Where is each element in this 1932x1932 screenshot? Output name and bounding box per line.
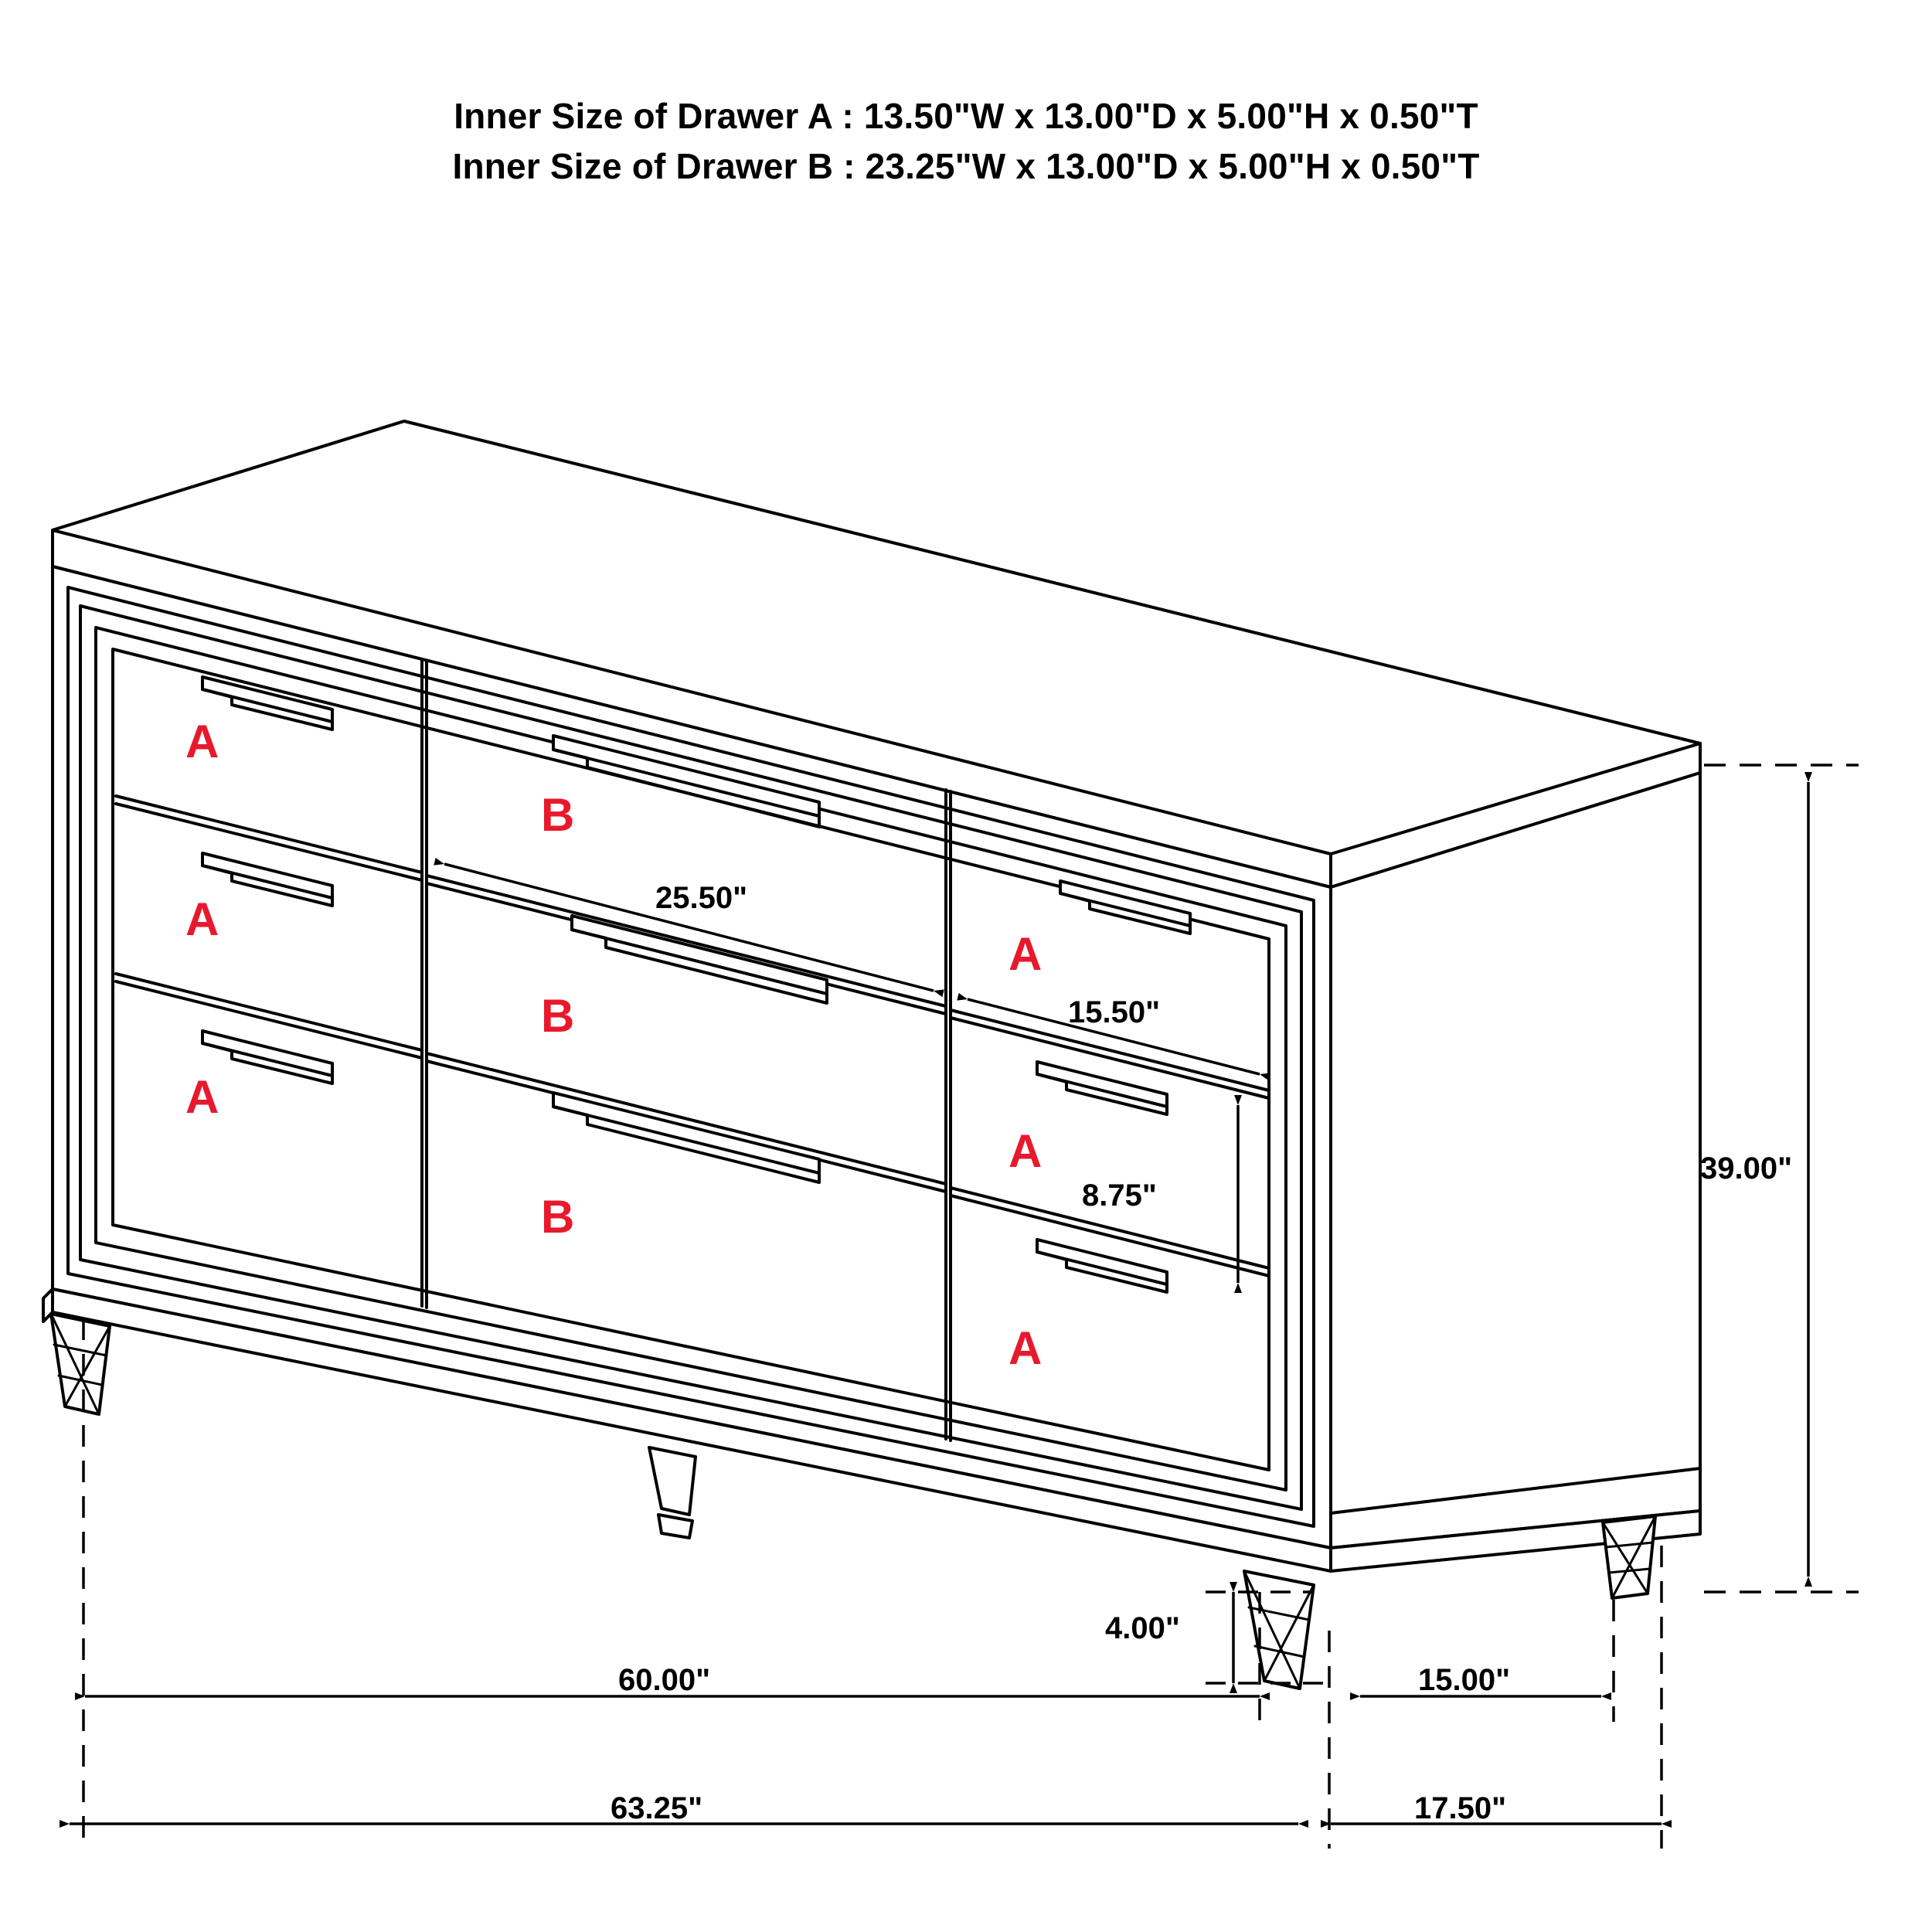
drawer-label-b3: B [541, 1191, 575, 1243]
dimension-overall-depth: 17.50" [1414, 1791, 1507, 1825]
dimension-drawer-b-width: 25.50" [655, 881, 748, 915]
drawer-label-a2: A [185, 893, 219, 945]
drawer-label-b2: B [541, 990, 575, 1042]
dimension-front-width: 60.00" [618, 1663, 711, 1697]
drawer-b-size-text: Inner Size of Drawer B : 23.25"W x 13.00"D x 5.00"H x 0.50"T [452, 146, 1480, 187]
drawer-a-size-text: Inner Size of Drawer A : 13.50"W x 13.00"D x 5.00"H x 0.50"T [454, 96, 1478, 136]
dimension-drawer-a-width: 15.50" [1068, 995, 1161, 1029]
drawer-label-a5: A [1009, 1125, 1043, 1177]
dimension-side-depth: 15.00" [1418, 1663, 1511, 1697]
drawer-label-a6: A [1009, 1322, 1043, 1374]
dimension-drawer-height: 8.75" [1082, 1179, 1157, 1213]
dimension-overall-width: 63.25" [611, 1791, 703, 1825]
dimension-total-height: 39.00" [1700, 1151, 1793, 1185]
dimension-leg-height: 4.00" [1105, 1611, 1180, 1645]
drawer-label-a1: A [185, 716, 219, 767]
drawer-label-a4: A [1009, 928, 1043, 980]
drawer-label-b1: B [541, 789, 575, 841]
drawer-label-a3: A [185, 1071, 219, 1123]
